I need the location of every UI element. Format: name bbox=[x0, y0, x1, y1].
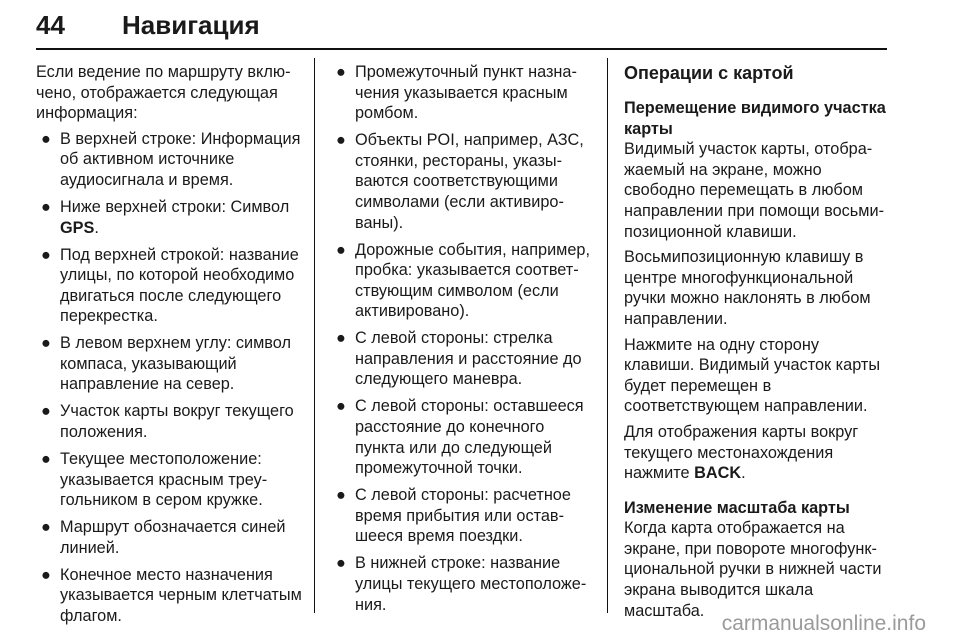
bullet-icon: ● bbox=[336, 63, 346, 81]
paragraph: Восьмипозиционную клавишу в центре многофункциональной ручки можно наклонять в любом направлении. bbox=[624, 248, 871, 328]
column-3 bbox=[624, 62, 886, 621]
paragraph: Видимый участок карты, отображаемый на экране, можно свободно перемещать в любом направлении при помощи восьмипозиционной клавиши. bbox=[624, 140, 884, 241]
column-divider-2 bbox=[607, 58, 608, 613]
page-title: Навигация bbox=[122, 10, 260, 40]
subsection-title-zoom: Изменение масштаба карты bbox=[624, 498, 850, 517]
back-key-label: BACK bbox=[694, 464, 742, 483]
list-item: ● Конечное место назначения указывается черным клетчатым флагом. bbox=[41, 565, 302, 625]
page-number: 44 bbox=[36, 10, 65, 40]
list-item: ● Маршрут обозначается синей линией. bbox=[41, 518, 286, 557]
list-item: ● Текущее местоположение: указывается красным треугольником в сером кружке. bbox=[41, 450, 268, 510]
list-item: ● С левой стороны: оставшееся расстояние до конечного пункта или до следующей промежуточной точки. bbox=[336, 397, 584, 478]
section-title: Операции с картой bbox=[624, 63, 794, 83]
info-list-continued bbox=[331, 62, 593, 615]
column-divider-1 bbox=[314, 58, 315, 613]
watermark: carmanualsonline.info bbox=[721, 612, 926, 635]
bullet-icon: ● bbox=[41, 245, 51, 264]
list-item: ● Объекты POI, например, АЗС, стоянки, рестораны, указываются соответствующими символами (если активированы). bbox=[336, 131, 584, 232]
list-item: ● Дорожные события, например, пробка: указывается соответствующим символом (если активировано). bbox=[336, 240, 591, 321]
bullet-icon: ● bbox=[41, 518, 51, 537]
list-item: ● С левой стороны: расчетное время прибытия или оставшееся время поездки. bbox=[336, 486, 571, 546]
bullet-icon: ● bbox=[41, 450, 51, 469]
bullet-icon: ● bbox=[41, 565, 51, 584]
bullet-icon: ● bbox=[336, 554, 346, 573]
subsection-title-pan: Перемещение видимого участка карты bbox=[624, 99, 886, 138]
page-header bbox=[36, 8, 886, 48]
bullet-icon: ● bbox=[41, 129, 51, 148]
bullet-icon: ● bbox=[336, 329, 346, 348]
bullet-icon: ● bbox=[336, 240, 346, 259]
bullet-icon: ● bbox=[41, 402, 51, 421]
column-2 bbox=[331, 62, 593, 615]
column-1 bbox=[36, 62, 304, 627]
paragraph: Нажмите на одну сторону клавиши. Видимый участок карты будет перемещен в соответствующем направлении. bbox=[624, 335, 881, 416]
list-item: ● Ниже верхней строки: Символ GPS. bbox=[41, 197, 290, 237]
list-item: ● В нижней строке: название улицы текущего местоположения. bbox=[336, 554, 587, 614]
gps-label: GPS bbox=[60, 218, 95, 237]
bullet-icon: ● bbox=[336, 131, 346, 150]
bullet-icon: ● bbox=[41, 334, 51, 353]
info-list bbox=[36, 129, 304, 627]
bullet-icon: ● bbox=[336, 486, 346, 505]
header-rule bbox=[36, 48, 887, 50]
list-item: ● В левом верхнем углу: символ компаса, указывающий направление на север. bbox=[41, 334, 291, 394]
list-item: ● В верхней строке: Информация об активном источнике аудиосигнала и время. bbox=[41, 129, 301, 189]
list-item: ● Участок карты вокруг текущего положения. bbox=[41, 402, 294, 442]
list-item: ● Промежуточный пункт назначения указывается красным ромбом. bbox=[336, 63, 577, 123]
paragraph: Когда карта отображается на экране, при повороте многофункциональной ручки в нижней части экрана выводится шкала масштаба. bbox=[624, 519, 882, 620]
list-item: ● Под верхней строкой: название улицы, по которой необходимо двигаться после следующего перекрестка. bbox=[41, 245, 299, 326]
list-item: ● С левой стороны: стрелка направления и расстояние до следующего маневра. bbox=[336, 329, 582, 389]
bullet-icon: ● bbox=[41, 197, 51, 216]
intro-paragraph: Если ведение по маршруту включено, отображается следующая информация: bbox=[36, 63, 291, 123]
paragraph: Для отображения карты вокруг текущего местонахождения нажмите BACK. bbox=[624, 422, 859, 483]
bullet-icon: ● bbox=[336, 397, 346, 416]
